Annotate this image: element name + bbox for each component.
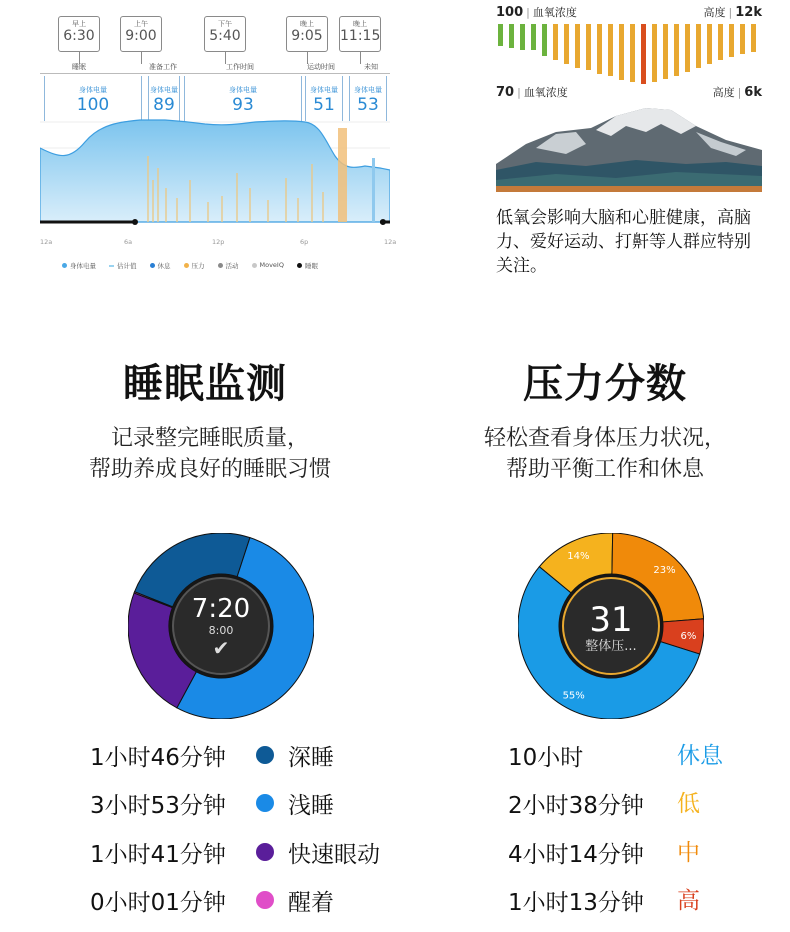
stress-score: 31 [589,600,633,640]
sleep-stage-row [90,739,334,771]
spo2-bar-chart [496,24,762,84]
stage-duration: 3小时53分钟 [90,792,226,819]
reading-label: 身体电量 [229,86,257,94]
legend-swatch [184,263,189,268]
stress-level-row [508,836,644,868]
stress-level-row [508,787,644,819]
callout-label: 工作时间 [226,63,254,71]
spo2-header-top [496,4,762,20]
sleep-marker [132,219,138,225]
callout-period: 早上 [72,20,86,28]
level-duration: 4小时14分钟 [508,841,644,868]
x-tick: 12a [384,238,397,246]
body-battery-panel [30,10,405,280]
donut-percent-label: 23% [653,565,676,577]
callout-period: 晚上 [353,20,367,28]
stage-name: 浅睡 [288,792,334,819]
legend-swatch [297,263,302,268]
rest-bar [372,158,375,222]
level-low: 低 [677,791,700,817]
callout-exercise [286,16,328,52]
callout-wake [58,16,100,52]
callout-label: 准备工作 [149,63,177,71]
donut-percent-label: 6% [680,630,697,642]
callout-label: 睡眠 [72,63,86,71]
reading-value: 51 [313,95,335,115]
legend-swatch [218,263,223,268]
callout-work [204,16,246,52]
awake-dot [256,891,274,909]
reading-label: 身体电量 [310,86,338,94]
callout-label: 未知 [364,63,378,71]
sleep-subtitle-line1: 记录整完睡眠质量， [110,426,309,451]
level-duration: 10小时 [508,744,584,771]
callout-time: 5:40 [209,28,241,44]
spo2-amber-bars [553,24,756,82]
legend-item: 估计值 [109,261,137,270]
spo2-green-bars [498,24,547,56]
spo2-top-left: 100 | 血氧浓度 [496,5,577,20]
sleep-stage-row [90,787,334,819]
check-icon: ✔ [212,636,230,660]
legend-swatch [150,263,155,268]
callout-unknown [339,16,381,52]
level-duration: 1小时13分钟 [508,889,644,916]
reading-box [184,76,302,121]
stage-duration: 0小时01分钟 [90,889,226,916]
stage-duration: 1小时41分钟 [90,841,226,868]
stage-name: 快速眼动 [288,841,380,868]
callout-period: 晚上 [300,20,314,28]
spo2-bottom-right: 高度 | 6k [712,85,762,100]
reading-label: 身体电量 [79,86,107,94]
reading-label: 身体电量 [354,86,382,94]
reading-value: 100 [76,95,110,115]
legend-swatch [252,263,257,268]
reading-box [349,76,387,121]
legend-item: 压力 [184,261,205,270]
spo2-header-bottom [496,84,762,100]
stress-face-center [566,601,656,655]
spo2-caption: 低氧会影响大脑和心脏健康，高脑力、爱好运动、打鼾等人群应特别关注。 [496,208,751,276]
sleep-face-center [178,594,264,658]
sleep-subtitle-line2: 帮助养成良好的睡眠习惯 [88,457,331,482]
reading-box [44,76,142,121]
sleep-stage-row [90,836,380,868]
body-battery-chart [40,118,390,238]
callout-prepare [120,16,162,52]
stress-subtitle-line1: 轻松查看身体压力状况， [483,426,726,451]
sleep-face-subtime: 8:00 [208,624,234,637]
stress-score-label: 整体压... [585,639,637,654]
x-tick: 6a [124,238,133,246]
chart-legend [62,258,402,272]
callout-period: 上午 [134,20,148,28]
spo2-bottom-left: 70 | 血氧浓度 [496,85,568,100]
sleep-title: 睡眠监测 [123,361,287,407]
stress-subtitle-line2: 帮助平衡工作和休息 [505,457,704,482]
callout-time: 6:30 [63,28,95,44]
x-tick: 12a [40,238,53,246]
x-tick: 12p [212,238,225,246]
callout-label: 运动时间 [307,63,335,71]
reading-box [148,76,180,121]
spo2-top-right: 高度 | 12k [703,5,762,20]
stress-spike [338,128,347,222]
stress-level-row [508,884,644,916]
legend-item: 活动 [218,261,239,270]
legend-item: 身体电量 [62,261,96,270]
light-sleep-dot [256,794,274,812]
stage-name: 深睡 [288,744,334,771]
callout-period: 下午 [218,20,232,28]
spo2-low-bar [641,24,646,84]
stage-duration: 1小时46分钟 [90,744,226,771]
legend-item: MoveIQ [252,261,284,269]
donut-percent-label: 55% [562,690,585,702]
legend-swatch [62,263,67,268]
stage-name: 醒着 [288,889,334,916]
level-rest: 休息 [677,743,723,769]
divider [40,73,390,74]
deep-sleep-dot [256,746,274,764]
reading-value: 93 [232,95,254,115]
legend-swatch [109,265,114,267]
rem-sleep-dot [256,843,274,861]
callout-time: 11:15 [340,28,381,44]
mountain-image [496,104,762,192]
stress-level-row [508,739,583,771]
reading-label: 身体电量 [150,86,178,94]
x-axis [40,238,397,254]
reading-value: 89 [153,95,175,115]
reading-value: 53 [357,95,379,115]
spo2-panel [496,4,762,284]
legend-item: 休息 [150,261,171,270]
x-tick: 6p [300,238,309,246]
stress-title: 压力分数 [523,361,687,407]
sleep-stage-row [90,884,334,916]
battery-area [40,120,390,222]
donut-percent-label: 14% [567,551,590,563]
sleep-marker [380,219,386,225]
level-duration: 2小时38分钟 [508,792,644,819]
callout-time: 9:00 [125,28,157,44]
callout-time: 9:05 [291,28,323,44]
reading-box [305,76,343,121]
level-high: 高 [677,888,700,914]
level-medium: 中 [677,840,700,866]
sleep-face-time: 7:20 [191,594,251,624]
legend-item: 睡眠 [297,261,318,270]
